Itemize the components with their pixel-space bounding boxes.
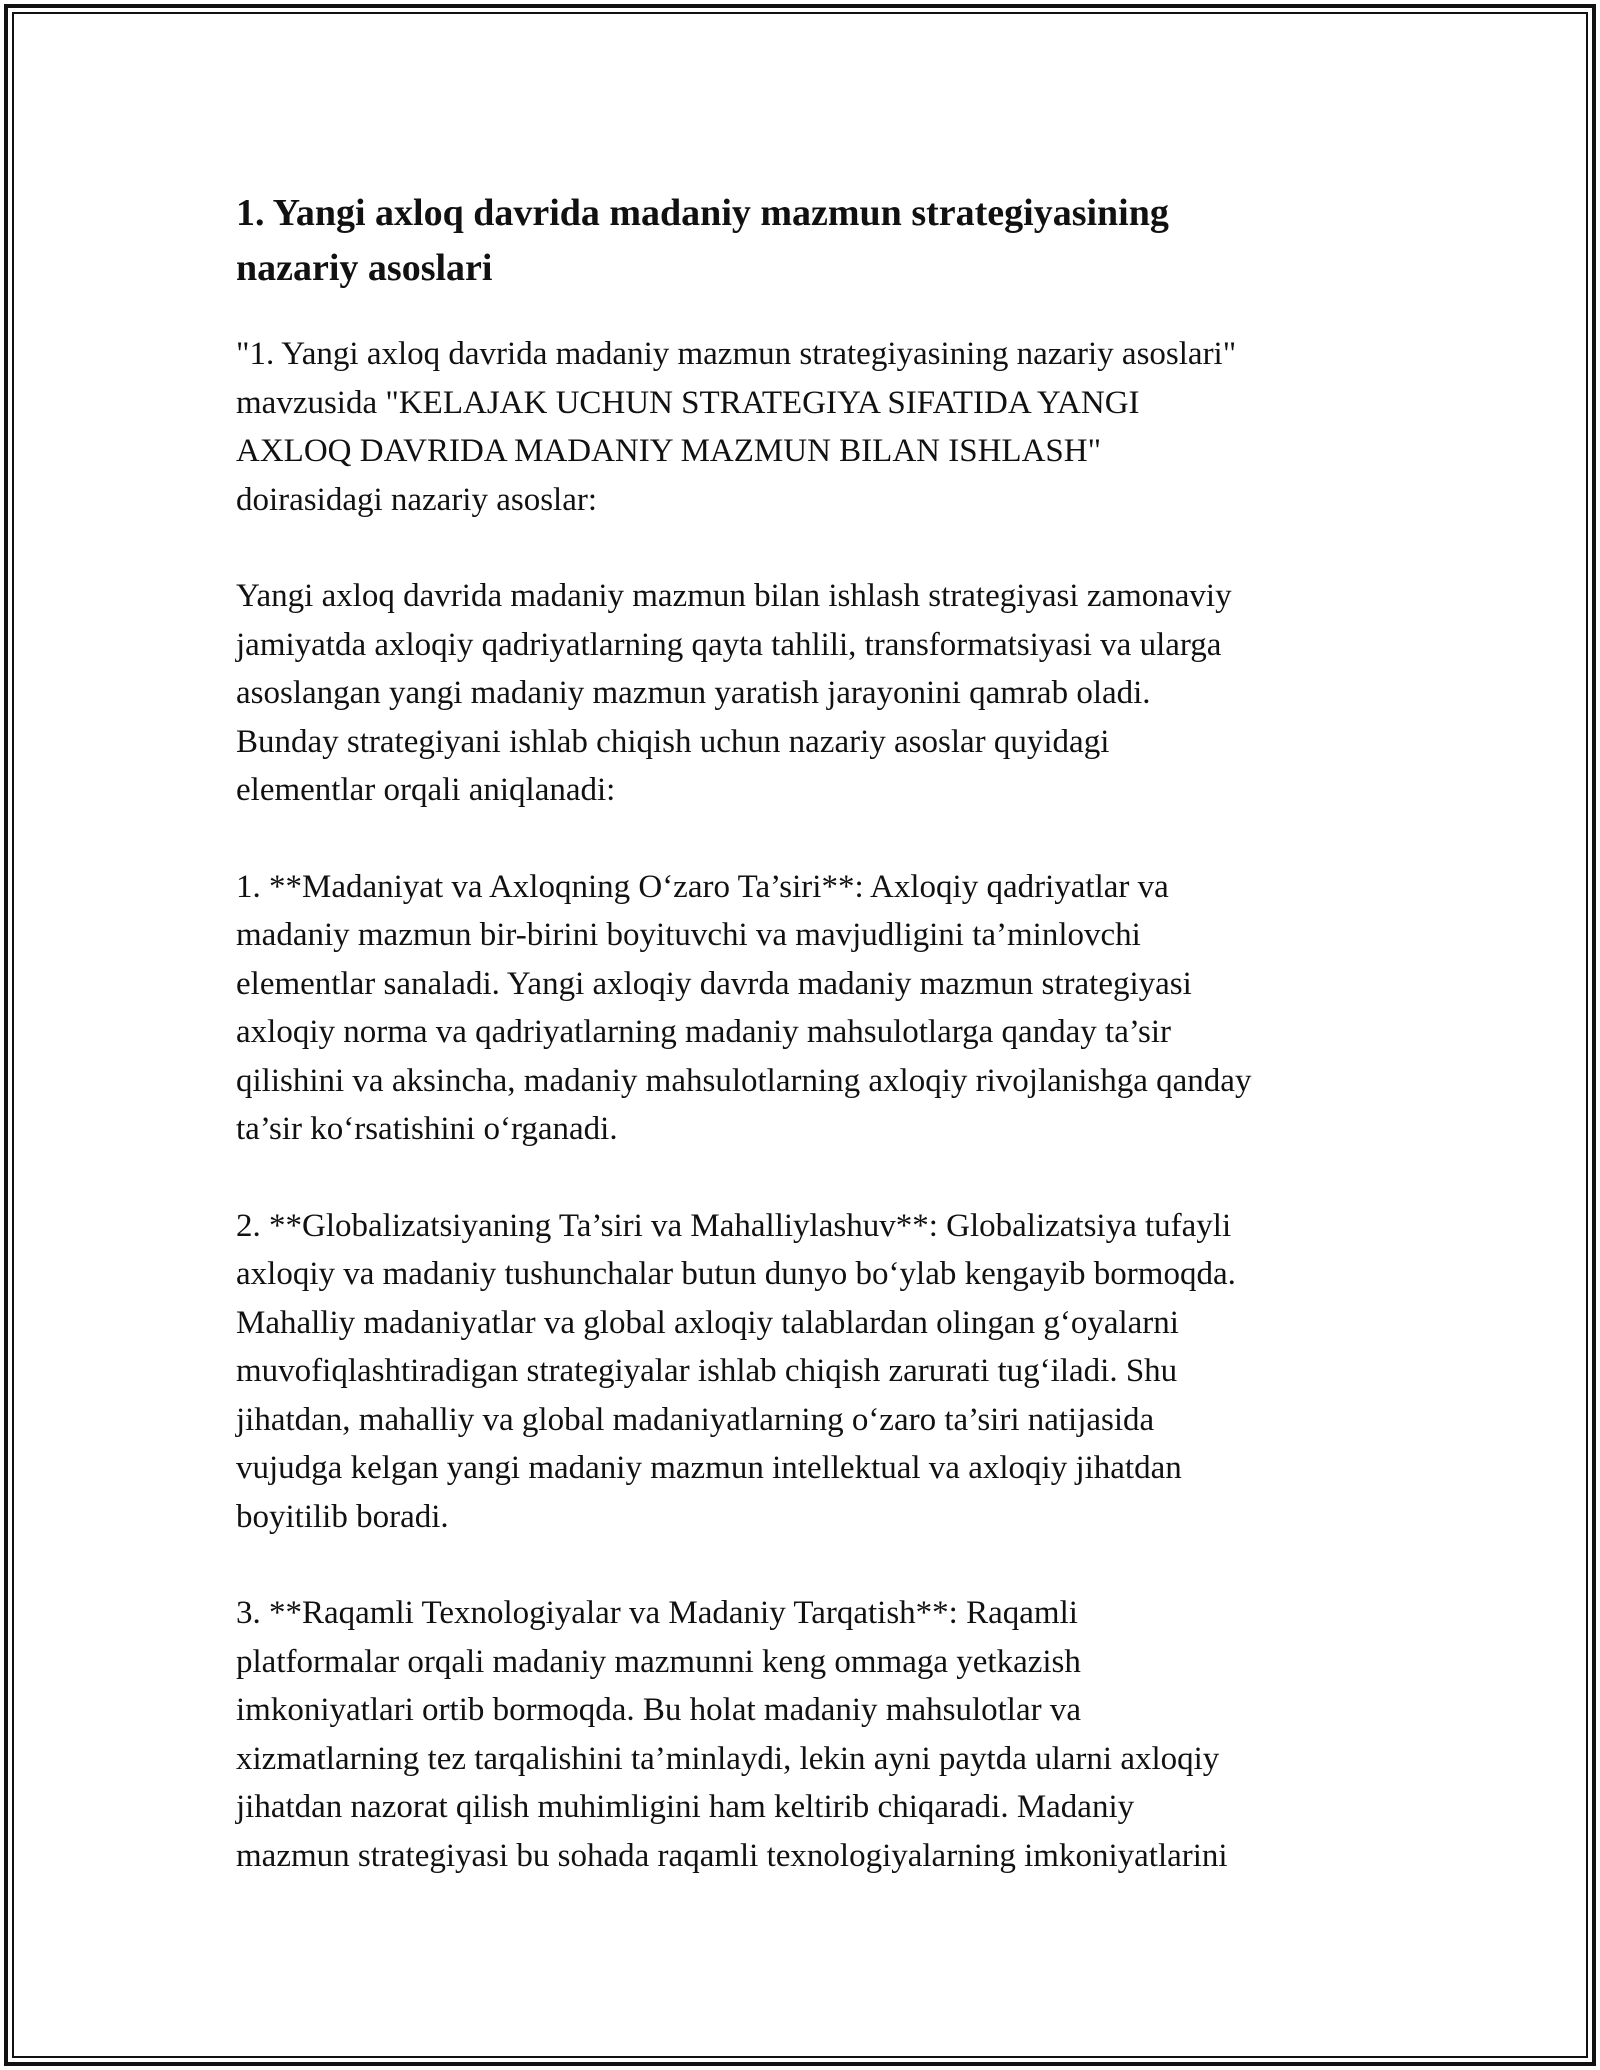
list-item-culture-ethics: 1. **Madaniyat va Axloqning O‘zaro Ta’siri**: Axloqiy qadriyatlar va madaniy mazmun bir-birini boyituvchi va mavjudligini ta’minlovchi elementlar sanaladi. Yangi axloqiy davrda madaniy mazmun strategiyasi axloqiy norma va qadriyatlarning madaniy mahsulotlarga qanday ta’sir qilishini va aksincha, madaniy mahsulotlarning axloqiy rivojlanishga qanday ta’sir ko‘rsatishini o‘rganadi.	[236, 868, 1252, 1147]
intro-paragraph: "1. Yangi axloq davrida madaniy mazmun strategiyasining nazariy asoslari" mavzusida "KELAJAK UCHUN STRATEGIYA SIFATIDA YANGI AXLOQ DAVRIDA MADANIY MAZMUN BILAN ISHLASH" doirasidagi nazariy asoslar:	[236, 336, 1237, 518]
strategy-overview-paragraph: Yangi axloq davrida madaniy mazmun bilan ishlash strategiyasi zamonaviy jamiyatda axloqiy qadriyatlarning qayta tahlili, transformatsiyasi va ularga asoslangan yangi madaniy mazmun yaratish jarayonini qamrab oladi. Bunday strategiyani ishlab chiqish uchun nazariy asoslar quyidagi elementlar orqali aniqlanadi:	[236, 578, 1232, 808]
document-body	[236, 186, 1376, 1928]
document-title: 1. Yangi axloq davrida madaniy mazmun strategiyasining nazariy asoslari	[236, 192, 1169, 289]
list-item-digital-technologies: 3. **Raqamli Texnologiyalar va Madaniy Tarqatish**: Raqamli platformalar orqali madaniy mazmunni keng ommaga yetkazish imkoniyatlari ortib bormoqda. Bu holat madaniy mahsulotlar va xizmatlarning tez tarqalishini ta’minlaydi, lekin ayni paytda ularni axloqiy jihatdan nazorat qilish muhimligini ham keltirib chiqaradi. Madaniy mazmun strategiyasi bu sohada raqamli texnologiyalarning imkoniyatlarini	[236, 1595, 1228, 1874]
list-item-globalization: 2. **Globalizatsiyaning Ta’siri va Mahalliylashuv**: Globalizatsiya tufayli axloqiy va madaniy tushunchalar butun dunyo bo‘ylab kengayib bormoqda. Mahalliy madaniyatlar va global axloqiy talablardan olingan g‘oyalarni muvofiqlashtiradigan strategiyalar ishlab chiqish zarurati tug‘iladi. Shu jihatdan, mahalliy va global madaniyatlarning o‘zaro ta’siri natijasida vujudga kelgan yangi madaniy mazmun intellektual va axloqiy jihatdan boyitilib boradi.	[236, 1207, 1236, 1535]
